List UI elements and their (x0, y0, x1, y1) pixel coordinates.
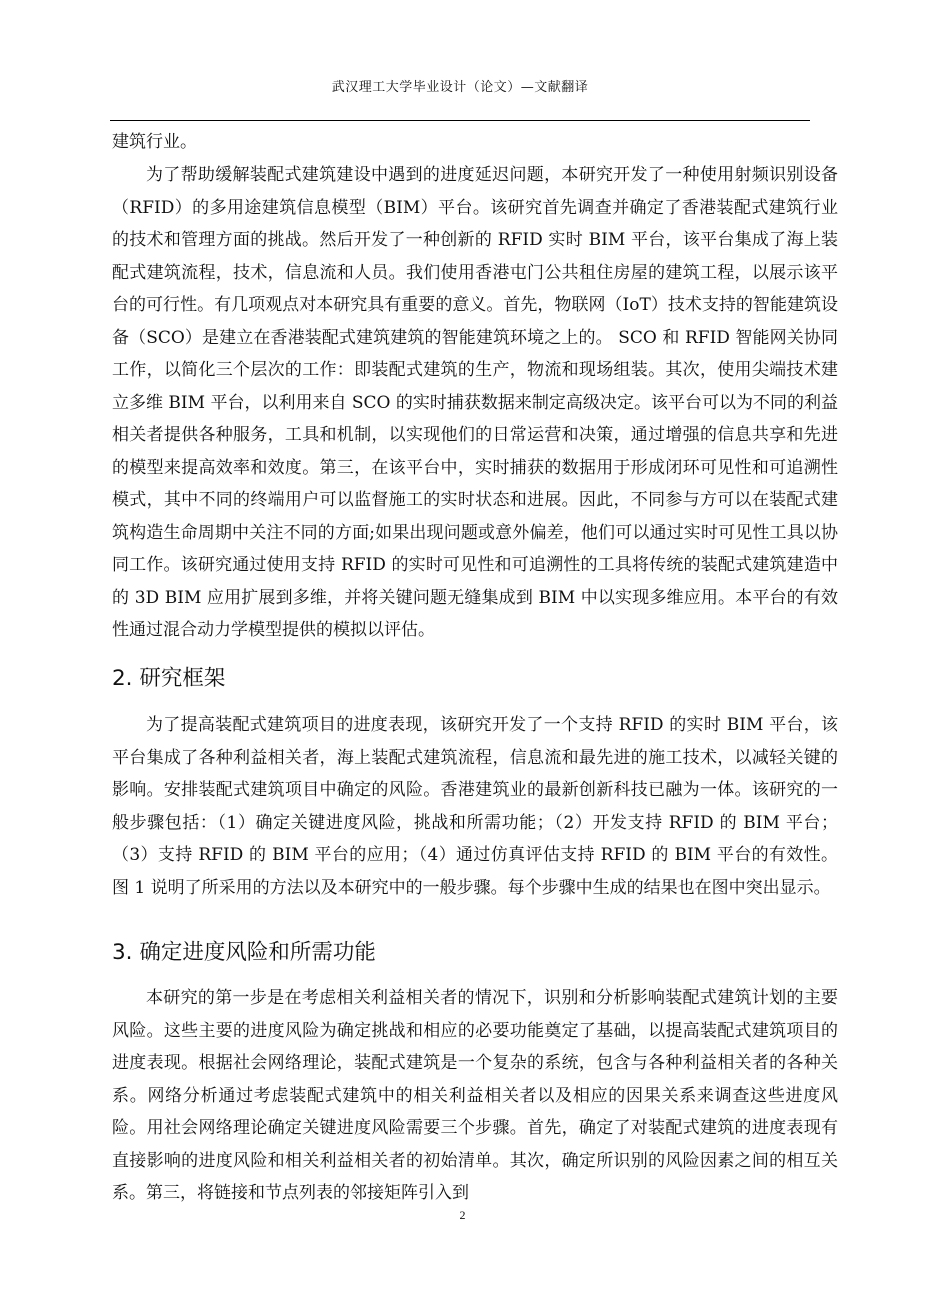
section-2-heading: 2. 研究框架 (112, 666, 226, 691)
page-number: 2 (459, 1208, 466, 1222)
section-2-paragraph: 为了提高装配式建筑项目的进度表现，该研究开发了一个支持 RFID 的实时 BIM 平台，该平台集成了各种利益相关者，海上装配式建筑流程，信息流和最先进的施工技术，以减轻关键的影响。安排装配式建筑项目中确定的风险。香港建筑业的最新创新科技已融为一体。该研究的一般步骤包括：（1）确定关键进度风险，挑战和所需功能；（2）开发支持 RFID 的 BIM 平台；（3）支持 RFID 的 BIM 平台的应用；（4）通过仿真评估支持 RFID 的 BIM 平台的有效性。图 1 说明了所采用的方法以及本研究中的一般步骤。每个步骤中生成的结果也在图中突出显示。 (112, 715, 838, 898)
intro-paragraph: 为了帮助缓解装配式建筑建设中遇到的进度延迟问题，本研究开发了一种使用射频识别设备（RFID）的多用途建筑信息模型（BIM）平台。该研究首先调查并确定了香港装配式建筑行业的技术和管理方面的挑战。然后开发了一种创新的 RFID 实时 BIM 平台，该平台集成了海上装配式建筑流程，技术，信息流和人员。我们使用香港屯门公共租住房屋的建筑工程，以展示该平台的可行性。有几项观点对本研究具有重要的意义。首先，物联网（IoT）技术支持的智能建筑设备（SCO）是建立在香港装配式建筑建筑的智能建筑环境之上的。 SCO 和 RFID 智能网关协同工作，以简化三个层次的工作：即装配式建筑的生产，物流和现场组装。其次，使用尖端技术建立多维 BIM 平台，以利用来自 SCO 的实时捕获数据来制定高级决定。该平台可以为不同的利益相关者提供各种服务，工具和机制，以实现他们的日常运营和决策，通过增强的信息共享和先进的模型来提高效率和效度。第三，在该平台中，实时捕获的数据用于形成闭环可见性和可追溯性模式，其中不同的终端用户可以监督施工的实时状态和进展。因此，不同参与方可以在装配式建筑构造生命周期中关注不同的方面;如果出现问题或意外偏差，他们可以通过实时可见性工具以协同工作。该研究通过使用支持 RFID 的实时可见性和可追溯性的工具将传统的装配式建筑建造中的 3D BIM 应用扩展到多维，并将关键问题无缝集成到 BIM 中以实现多维应用。本平台的有效性通过混合动力学模型提供的模拟以评估。 (112, 165, 838, 640)
continued-paragraph: 建筑行业。 (112, 132, 197, 152)
section-3-paragraph: 本研究的第一步是在考虑相关利益相关者的情况下，识别和分析影响装配式建筑计划的主要风险。这些主要的进度风险为确定挑战和相应的必要功能奠定了基础，以提高装配式建筑项目的进度表现。根据社会网络理论，装配式建筑是一个复杂的系统，包含与各种利益相关者的各种关系。网络分析通过考虑装配式建筑中的相关利益相关者以及相应的因果关系来调查这些进度风险。用社会网络理论确定关键进度风险需要三个步骤。首先，确定了对装配式建筑的进度表现有直接影响的进度风险和相关利益相关者的初始清单。其次，确定所识别的风险因素之间的相互关系。第三，将链接和节点列表的邻接矩阵引入到 (112, 988, 838, 1203)
running-header: 武汉理工大学毕业设计（论文）—文献翻译 (331, 80, 589, 95)
section-3-heading: 3. 确定进度风险和所需功能 (112, 940, 376, 965)
header-rule (110, 120, 810, 121)
